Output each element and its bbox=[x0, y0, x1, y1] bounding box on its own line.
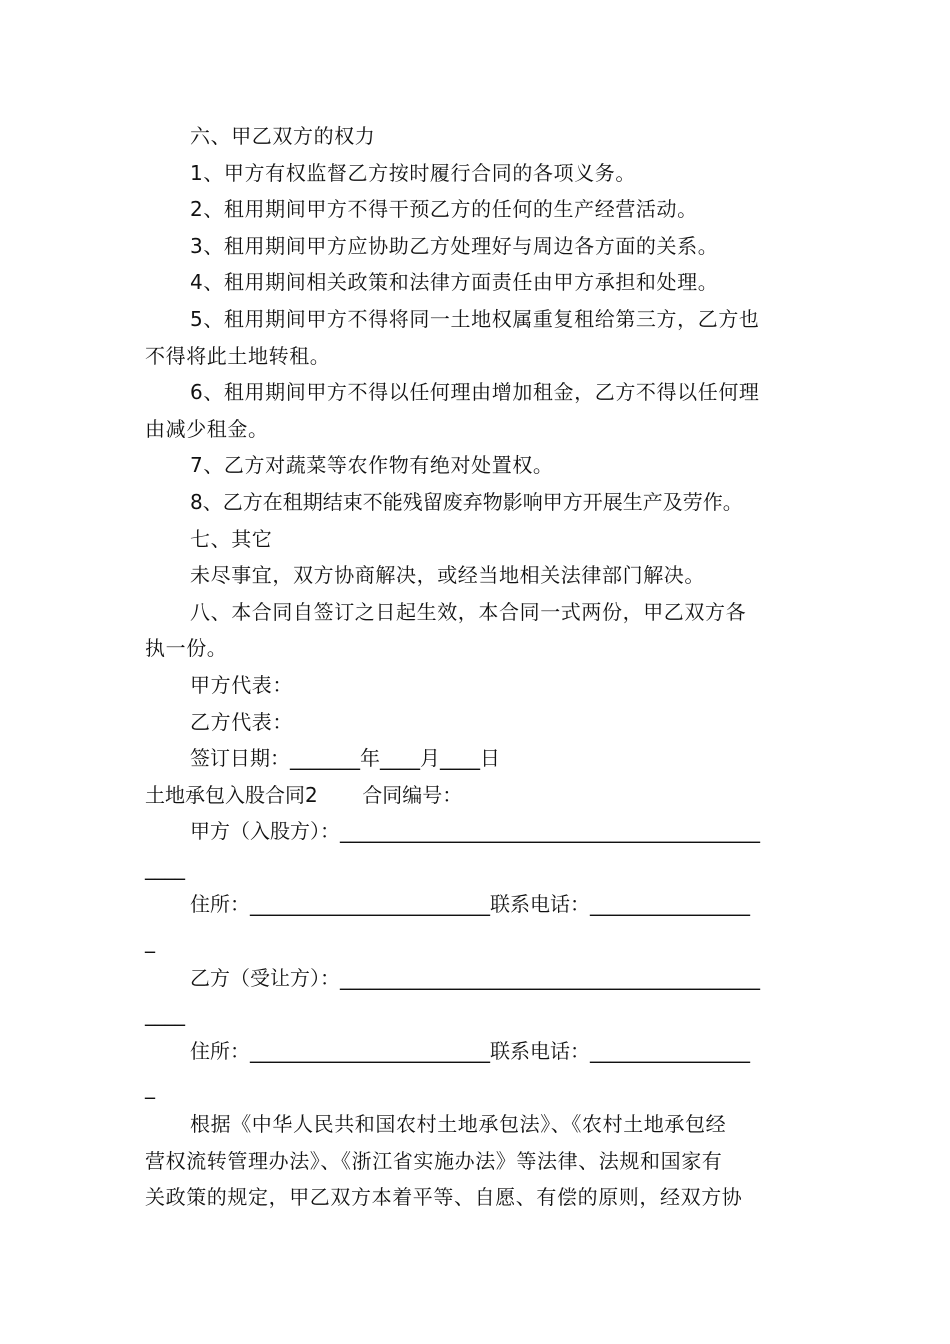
party-a-representative: 甲方代表： bbox=[190, 672, 293, 697]
clause-line: 8、乙方在租期结束不能残留废弃物影响甲方开展生产及劳作。 bbox=[190, 489, 743, 514]
clause-line: 八、本合同自签订之日起生效，本合同一式两份，甲乙双方各 bbox=[190, 599, 747, 624]
party-b-field: 乙方（受让方）：__________________________________________ bbox=[190, 965, 760, 990]
party-a-address-phone-continued: _ bbox=[145, 929, 155, 954]
section-heading-rights: 六、甲乙双方的权力 bbox=[190, 124, 376, 148]
clause-line: 5、租用期间甲方不得将同一土地权属重复租给第三方，乙方也 bbox=[190, 306, 760, 331]
party-b-address-phone: 住所：________________________联系电话：________________ bbox=[190, 1038, 750, 1063]
preamble-line-continued: 营权流转管理办法》、《浙江省实施办法》等法律、法规和国家有 bbox=[145, 1148, 723, 1173]
document-body bbox=[145, 118, 807, 1216]
party-b-field-continued: ____ bbox=[145, 1002, 185, 1027]
party-a-address-phone: 住所：________________________联系电话：________________ bbox=[190, 892, 750, 917]
signing-date: 签订日期：_______年____月____日 bbox=[190, 746, 500, 771]
clause-line: 2、租用期间甲方不得干预乙方的任何的生产经营活动。 bbox=[190, 197, 698, 222]
clause-line: 6、租用期间甲方不得以任何理由增加租金，乙方不得以任何理 bbox=[190, 380, 760, 405]
clause-line: 1、甲方有权监督乙方按时履行合同的各项义务。 bbox=[190, 160, 636, 185]
clause-line-continued: 执一份。 bbox=[145, 636, 228, 661]
party-a-field: 甲方（入股方）：__________________________________________ bbox=[190, 819, 760, 844]
party-b-address-phone-continued: _ bbox=[145, 1075, 155, 1100]
contract-title-line: 土地承包入股合同2 合同编号： bbox=[145, 782, 463, 807]
clause-line-continued: 不得将此土地转租。 bbox=[145, 343, 331, 368]
party-b-representative: 乙方代表： bbox=[190, 709, 293, 734]
preamble-line: 根据《中华人民共和国农村土地承包法》、《农村土地承包经 bbox=[190, 1112, 727, 1137]
preamble-line-continued: 关政策的规定，甲乙双方本着平等、自愿、有偿的原则，经双方协 bbox=[145, 1185, 743, 1210]
section-heading-other: 七、其它 bbox=[190, 526, 273, 551]
clause-line: 7、乙方对蔬菜等农作物有绝对处置权。 bbox=[190, 453, 554, 478]
clause-line: 4、租用期间相关政策和法律方面责任由甲方承担和处理。 bbox=[190, 270, 719, 295]
clause-line: 3、租用期间甲方应协助乙方处理好与周边各方面的关系。 bbox=[190, 233, 719, 258]
party-a-field-continued: ____ bbox=[145, 855, 185, 880]
clause-line-continued: 由减少租金。 bbox=[145, 416, 269, 441]
clause-line: 未尽事宜，双方协商解决，或经当地相关法律部门解决。 bbox=[190, 563, 705, 588]
